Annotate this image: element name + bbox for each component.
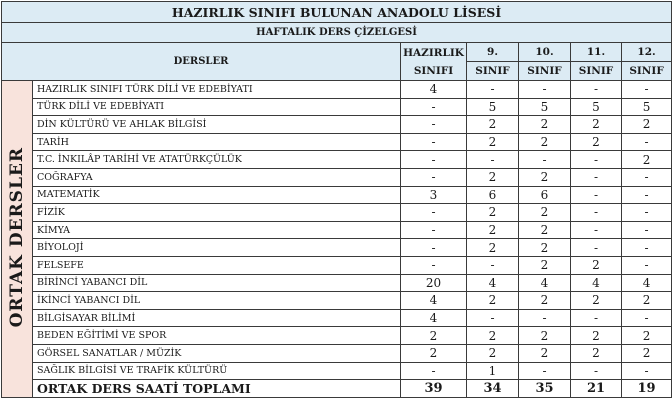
course-name: FİZİK	[33, 204, 401, 222]
hazirlik-header	[401, 43, 467, 81]
grade-9-hours: -	[467, 151, 519, 169]
grade-11-hours: -	[571, 186, 622, 204]
ortak-dersler-group-label	[2, 81, 33, 398]
hazirlik-hours: -	[401, 133, 467, 151]
hazirlik-hours: -	[401, 239, 467, 257]
grade-9-hours: 2	[467, 204, 519, 222]
grade-12-hours: -	[622, 168, 672, 186]
hazirlik-hours: 2	[401, 327, 467, 345]
hazirlik-hours: -	[401, 168, 467, 186]
grade-10-hours: 2	[519, 116, 571, 134]
grade-10-hours: 5	[519, 98, 571, 116]
course-name: TÜRK DİLİ VE EDEBİYATI	[33, 98, 401, 116]
course-name: TARİH	[33, 133, 401, 151]
grade-10-hours: -	[519, 362, 571, 380]
grade-12-number: 12.	[622, 43, 672, 62]
hazirlik-hours: 20	[401, 274, 467, 292]
grade-12-hours: -	[622, 309, 672, 327]
grade-11-hours: -	[571, 81, 622, 99]
course-name: DİN KÜLTÜRÜ VE AHLAK BİLGİSİ	[33, 116, 401, 134]
grade-10-hours: 6	[519, 186, 571, 204]
total-hazirlik: 39	[401, 380, 467, 398]
table-row	[2, 116, 672, 134]
table-row	[2, 204, 672, 222]
table-row	[2, 98, 672, 116]
grade-9-hours: 6	[467, 186, 519, 204]
grade-12-hours: -	[622, 239, 672, 257]
course-list	[2, 81, 672, 398]
hazirlik-hours: 3	[401, 186, 467, 204]
course-name: COĞRAFYA	[33, 168, 401, 186]
grade-10-number: 10.	[519, 43, 571, 62]
hazirlik-hours: -	[401, 256, 467, 274]
grade-9-hours: 2	[467, 292, 519, 310]
total-grade-12: 19	[622, 380, 672, 398]
hazirlik-hours: -	[401, 221, 467, 239]
grade-9-hours: 1	[467, 362, 519, 380]
grade-9-hours: 5	[467, 98, 519, 116]
table-row	[2, 239, 672, 257]
hazirlik-hours: 4	[401, 81, 467, 99]
grade-11-hours: -	[571, 204, 622, 222]
hazirlik-hours: 4	[401, 292, 467, 310]
grade-12-hours: -	[622, 186, 672, 204]
table-row	[2, 309, 672, 327]
grade-10-hours: 2	[519, 239, 571, 257]
grade-10-hours: 2	[519, 327, 571, 345]
grade-9-label: SINIF	[467, 62, 519, 81]
course-name: GÖRSEL SANATLAR / MÜZİK	[33, 344, 401, 362]
grade-12-hours: 2	[622, 292, 672, 310]
grade-10-hours: -	[519, 81, 571, 99]
total-label: ORTAK DERS SAATİ TOPLAMI	[33, 380, 401, 398]
hazirlik-header-line1: HAZIRLIK	[403, 46, 464, 59]
hazirlik-hours: -	[401, 151, 467, 169]
grade-9-hours: -	[467, 309, 519, 327]
table-row	[2, 168, 672, 186]
grade-9-hours: 2	[467, 239, 519, 257]
grade-10-hours: 2	[519, 221, 571, 239]
grade-9-hours: 4	[467, 274, 519, 292]
grade-12-hours: -	[622, 362, 672, 380]
grade-11-hours: 2	[571, 133, 622, 151]
grade-10-hours: 2	[519, 292, 571, 310]
grade-11-hours: 2	[571, 344, 622, 362]
hazirlik-hours: -	[401, 98, 467, 116]
grade-10-hours: -	[519, 309, 571, 327]
grade-11-number: 11.	[571, 43, 622, 62]
grade-11-hours: 2	[571, 292, 622, 310]
grade-10-label: SINIF	[519, 62, 571, 81]
grade-11-hours: -	[571, 309, 622, 327]
hazirlik-hours: -	[401, 204, 467, 222]
grade-12-hours: -	[622, 221, 672, 239]
total-grade-9: 34	[467, 380, 519, 398]
grade-11-hours: 2	[571, 256, 622, 274]
grade-12-hours: -	[622, 256, 672, 274]
grade-11-label: SINIF	[571, 62, 622, 81]
table-title: HAZIRLIK SINIFI BULUNAN ANADOLU LİSESİ	[2, 2, 672, 23]
grade-9-number: 9.	[467, 43, 519, 62]
total-grade-11: 21	[571, 380, 622, 398]
grade-12-hours: 2	[622, 327, 672, 345]
table-row	[2, 81, 672, 99]
table-subtitle: HAFTALIK DERS ÇİZELGESİ	[2, 23, 672, 43]
table-row	[2, 151, 672, 169]
grade-11-hours: -	[571, 239, 622, 257]
grade-9-hours: 2	[467, 221, 519, 239]
weekly-course-schedule-table	[1, 1, 672, 398]
grade-9-hours: -	[467, 81, 519, 99]
table-row	[2, 362, 672, 380]
table-row	[2, 221, 672, 239]
grade-12-hours: -	[622, 204, 672, 222]
grade-11-hours: 5	[571, 98, 622, 116]
hazirlik-hours: -	[401, 362, 467, 380]
course-name: MATEMATİK	[33, 186, 401, 204]
total-grade-10: 35	[519, 380, 571, 398]
grade-11-hours: -	[571, 362, 622, 380]
grade-10-hours: -	[519, 151, 571, 169]
group-label-text: ORTAK DERSLER	[7, 146, 27, 328]
course-name: İKİNCİ YABANCI DİL	[33, 292, 401, 310]
table-row	[2, 274, 672, 292]
hazirlik-hours: 4	[401, 309, 467, 327]
table-row	[2, 292, 672, 310]
grade-11-hours: 2	[571, 327, 622, 345]
grade-10-hours: 2	[519, 256, 571, 274]
course-name: HAZIRLIK SINIFI TÜRK DİLİ VE EDEBİYATI	[33, 81, 401, 99]
grade-9-hours: 2	[467, 327, 519, 345]
course-name: BİLGİSAYAR BİLİMİ	[33, 309, 401, 327]
course-name: FELSEFE	[33, 256, 401, 274]
grade-9-hours: 2	[467, 168, 519, 186]
table-row	[2, 256, 672, 274]
grade-11-hours: -	[571, 221, 622, 239]
grade-10-hours: 2	[519, 204, 571, 222]
table-row	[2, 344, 672, 362]
grade-12-hours: 2	[622, 151, 672, 169]
grade-12-hours: -	[622, 81, 672, 99]
table-row	[2, 186, 672, 204]
grade-12-hours: 2	[622, 344, 672, 362]
grade-9-hours: 2	[467, 344, 519, 362]
grade-10-hours: 2	[519, 344, 571, 362]
grade-10-hours: 4	[519, 274, 571, 292]
grade-11-hours: 2	[571, 116, 622, 134]
course-name: SAĞLIK BİLGİSİ VE TRAFİK KÜLTÜRÜ	[33, 362, 401, 380]
grade-12-hours: 4	[622, 274, 672, 292]
grade-12-hours: -	[622, 133, 672, 151]
grade-12-hours: 5	[622, 98, 672, 116]
table-row	[2, 327, 672, 345]
grade-10-hours: 2	[519, 168, 571, 186]
grade-9-hours: 2	[467, 133, 519, 151]
table-row	[2, 133, 672, 151]
course-name: BEDEN EĞİTİMİ VE SPOR	[33, 327, 401, 345]
dersler-header: DERSLER	[2, 43, 401, 81]
course-name: KİMYA	[33, 221, 401, 239]
grade-10-hours: 2	[519, 133, 571, 151]
grade-12-hours: 2	[622, 116, 672, 134]
course-name: BİYOLOJİ	[33, 239, 401, 257]
grade-11-hours: 4	[571, 274, 622, 292]
course-name: T.C. İNKILÂP TARİHİ VE ATATÜRKÇÜLÜK	[33, 151, 401, 169]
grade-9-hours: 2	[467, 116, 519, 134]
hazirlik-hours: -	[401, 116, 467, 134]
grade-11-hours: -	[571, 168, 622, 186]
grade-9-hours: -	[467, 256, 519, 274]
grade-12-label: SINIF	[622, 62, 672, 81]
hazirlik-header-line2: SINIFI	[413, 64, 454, 77]
total-row	[2, 380, 672, 398]
grade-11-hours: -	[571, 151, 622, 169]
course-name: BİRİNCİ YABANCI DİL	[33, 274, 401, 292]
hazirlik-hours: 2	[401, 344, 467, 362]
